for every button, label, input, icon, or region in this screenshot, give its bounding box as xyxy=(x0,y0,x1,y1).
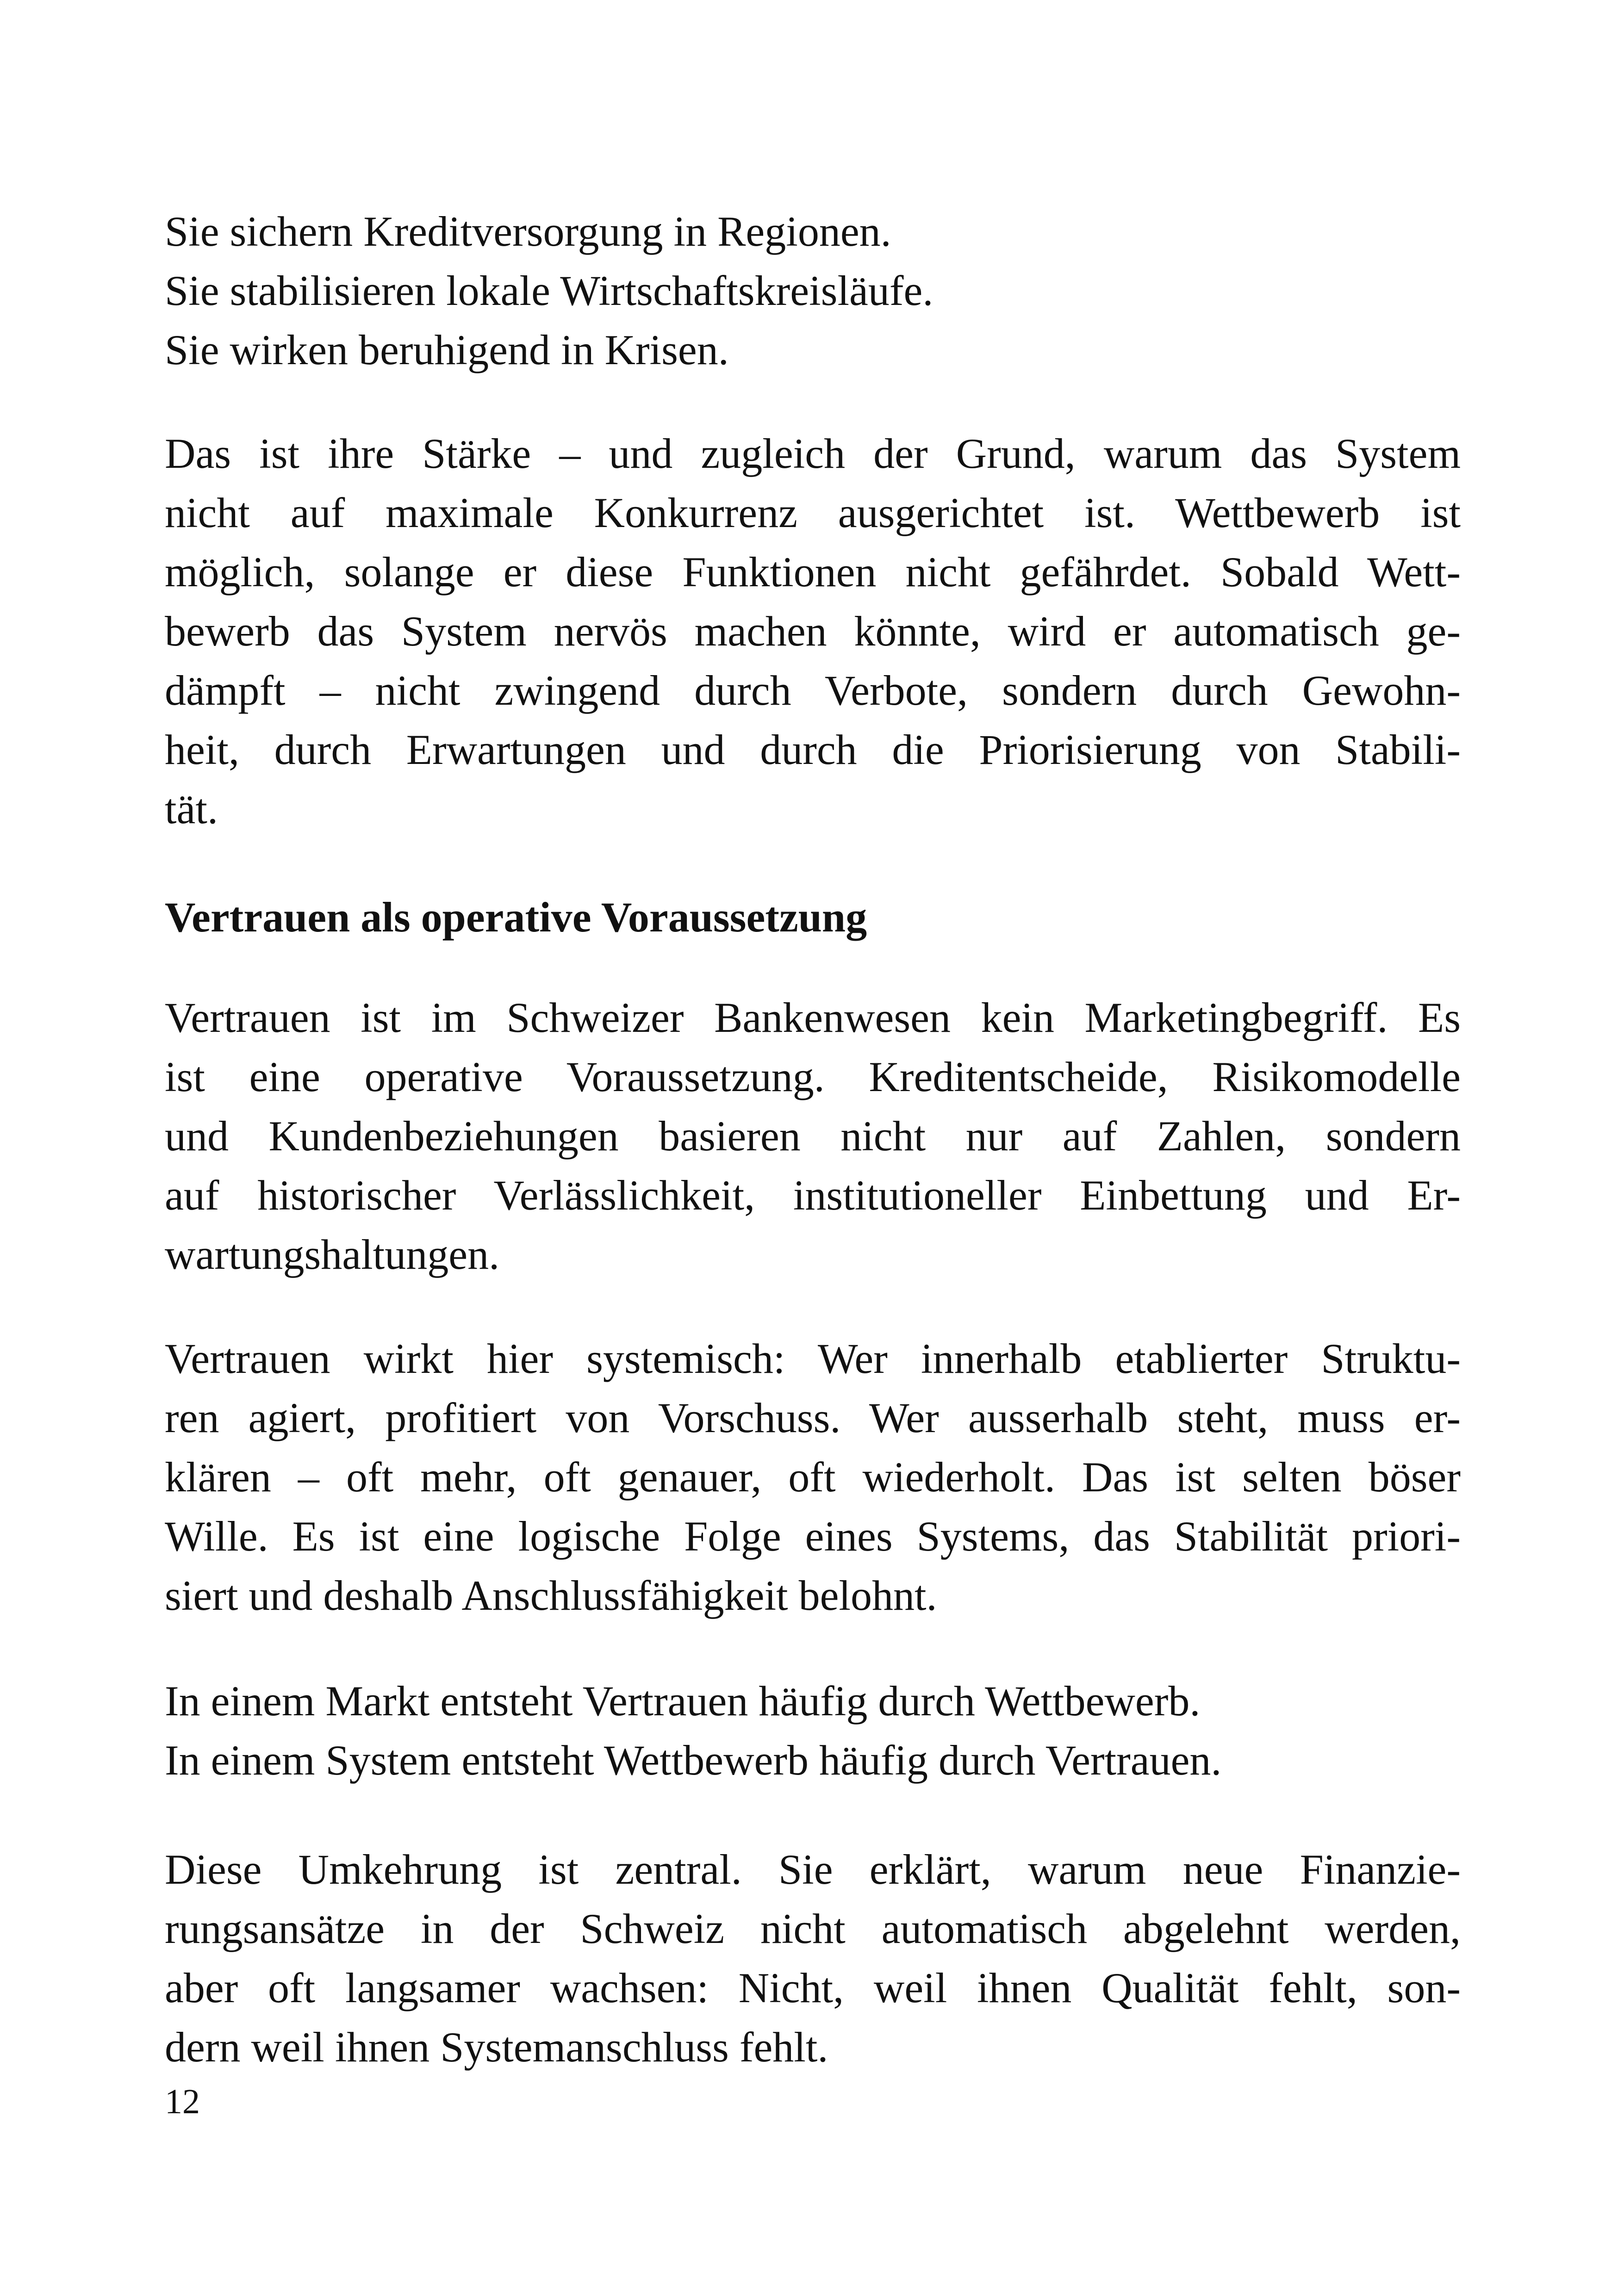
text-line: bewerb das System nervös machen könnte, wird er automatisch ge- xyxy=(165,608,1461,655)
text-line: auf historischer Verlässlichkeit, institutioneller Einbettung und Er- xyxy=(165,1172,1461,1219)
text-line: dämpft – nicht zwingend durch Verbote, sondern durch Gewohn- xyxy=(165,667,1461,714)
text-line: möglich, solange er diese Funktionen nicht gefährdet. Sobald Wett- xyxy=(165,548,1461,596)
text-line: nicht auf maximale Konkurrenz ausgerichtet ist. Wettbewerb ist xyxy=(165,489,1461,536)
text-line: dern weil ihnen Systemanschluss fehlt. xyxy=(165,2023,828,2071)
text-line: aber oft langsamer wachsen: Nicht, weil ihnen Qualität fehlt, son- xyxy=(165,1964,1461,2011)
text-line: Diese Umkehrung ist zentral. Sie erklärt, warum neue Finanzie- xyxy=(165,1846,1461,1893)
paragraph-trust-operative xyxy=(165,988,1461,1284)
text-line: wartungshaltungen. xyxy=(165,1231,500,1278)
paragraph-functions xyxy=(165,202,1461,379)
text-line: klären – oft mehr, oft genauer, oft wiederholt. Das ist selten böser xyxy=(165,1453,1461,1501)
text-line: Sie wirken beruhigend in Krisen. xyxy=(165,326,729,373)
section-heading: Vertrauen als operative Voraussetzung xyxy=(165,894,867,941)
text-line: siert und deshalb Anschlussfähigkeit belohnt. xyxy=(165,1572,937,1619)
text-line: und Kundenbeziehungen basieren nicht nur auf Zahlen, sondern xyxy=(165,1112,1461,1160)
text-line: heit, durch Erwartungen und durch die Priorisierung von Stabili- xyxy=(165,726,1461,773)
paragraph-strength xyxy=(165,424,1461,838)
text-line: tät. xyxy=(165,785,218,832)
text-line: Vertrauen wirkt hier systemisch: Wer innerhalb etablierter Struktu- xyxy=(165,1335,1461,1382)
text-line: ist eine operative Voraussetzung. Kreditentscheide, Risikomodelle xyxy=(165,1053,1461,1100)
text-line: rungsansätze in der Schweiz nicht automatisch abgelehnt werden, xyxy=(165,1905,1461,1952)
text-line: In einem System entsteht Wettbewerb häufig durch Vertrauen. xyxy=(165,1737,1222,1784)
text-line: In einem Markt entsteht Vertrauen häufig durch Wettbewerb. xyxy=(165,1677,1201,1725)
text-line: Sie stabilisieren lokale Wirtschaftskreisläufe. xyxy=(165,267,933,314)
page-number: 12 xyxy=(165,2082,200,2121)
text-line: Das ist ihre Stärke – und zugleich der Grund, warum das System xyxy=(165,430,1461,477)
paragraph-inversion xyxy=(165,1840,1461,2077)
text-line: Vertrauen ist im Schweizer Bankenwesen kein Marketingbegriff. Es xyxy=(165,994,1461,1041)
text-line: Sie sichern Kreditversorgung in Regionen. xyxy=(165,208,891,255)
paragraph-trust-systemic xyxy=(165,1329,1461,1625)
text-line: ren agiert, profitiert von Vorschuss. Wer ausserhalb steht, muss er- xyxy=(165,1394,1461,1441)
text-line: Wille. Es ist eine logische Folge eines Systems, das Stabilität priori- xyxy=(165,1513,1461,1560)
paragraph-market-vs-system xyxy=(165,1671,1461,1790)
